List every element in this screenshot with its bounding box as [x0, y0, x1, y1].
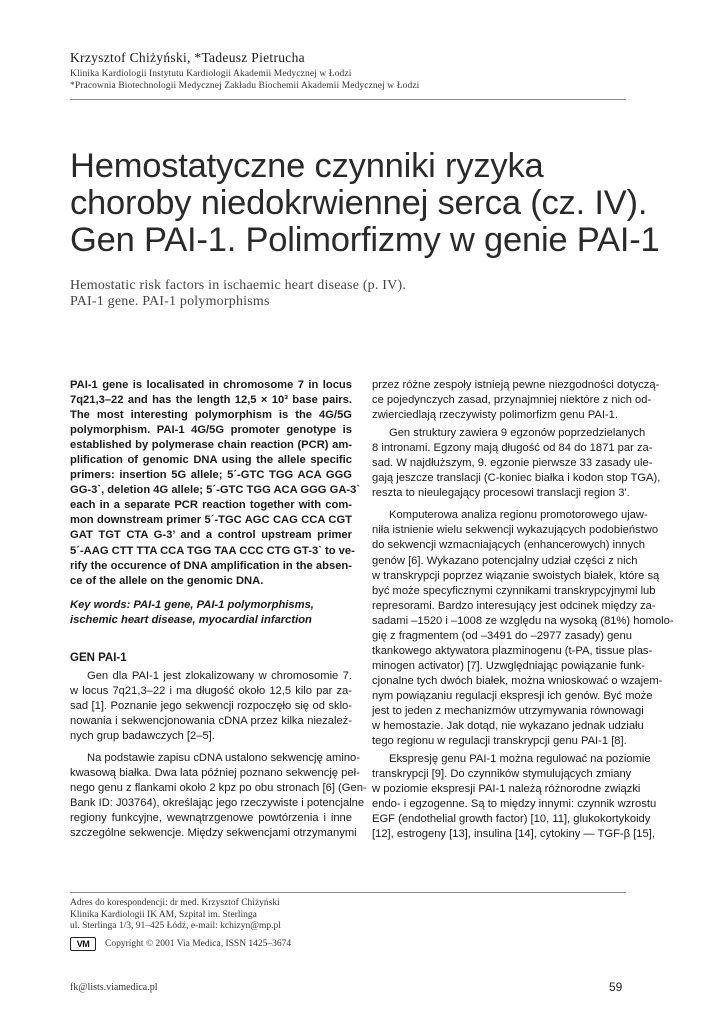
paragraph: [372, 378, 660, 423]
abstract-line: The most interesting polymorphism is the 4G/5G: [70, 409, 352, 422]
correspondence-address: [70, 898, 281, 933]
subtitle-line: Hemostatic risk factors in ischaemic heart disease (p. IV).: [70, 278, 407, 293]
abstract-line: mon downstream primer 5´-TGC AGC CAG CCA CGT: [70, 514, 352, 527]
body-line: w poziomie ekspresji PAI-1 należą różnorodne związki: [372, 783, 641, 796]
correspondence-line: Klinika Kardiologii IK AM, Szpital im. Sterlinga: [70, 909, 257, 920]
abstract-line: each in a separate PCR reaction together with com-: [70, 499, 352, 512]
body-line: cjonalne tych dwóch białek, można wnioskować o wzajem-: [372, 674, 663, 687]
body-line: w transkrypcji poprzez wiązanie swoistych białek, które są: [372, 569, 660, 582]
title-line: Gen PAI-1. Polimorfizmy w genie PAI-1: [70, 221, 660, 259]
abstract: [70, 378, 361, 589]
header-divider: [70, 99, 626, 100]
body-line: tkankowego aktywatora plazminogenu (t-PA, tissue plas-: [372, 644, 653, 657]
body-line: gają jeszcze translacji (C-koniec białka i kodon stop TGA),: [372, 472, 661, 485]
affiliation-1: Klinika Kardiologii Instytutu Kardiologii Akademii Medycznej w Łodzi: [70, 69, 352, 79]
body-line: ce pojedynczych zasad, przynajmniej niektóre z nich od-: [372, 394, 652, 407]
abstract-line: 5´-AAG CTT TTA CCA TGG TAA CCC CTG GT-3` to ve-: [70, 544, 355, 557]
body-line: transkrypcji [9]. Do czynników stymulujących zmiany: [372, 768, 632, 781]
keywords-line: ischemic heart disease, myocardial infarction: [70, 613, 312, 626]
abstract-line: plification of genomic DNA using the allele specific: [70, 454, 352, 467]
body-line: w locus 7q21,3–22 i ma długość około 12,5 kilo par za-: [70, 684, 352, 697]
body-line: przez różne zespoły istnieją pewne niezgodności dotyczą-: [372, 379, 660, 391]
abstract-line: established by polymerase chain reaction (PCR) am-: [70, 439, 352, 452]
abstract-line: PAI-1 gene is localisated in chromosome 7 in locus: [70, 379, 352, 391]
english-subtitle: [70, 278, 406, 310]
body-line: nych grup badawczych [2–5].: [70, 729, 215, 742]
body-line: endo- i egzogenne. Są to między innymi: czynnik wzrostu: [372, 798, 657, 811]
body-line: Komputerowa analiza regionu promotorowego ujaw-: [389, 509, 648, 522]
body-line: niła istnienie wielu sekwencji wykazujących podobieństwo: [372, 524, 659, 537]
body-line: jest to jeden z mechanizmów utrzymywania równowagi: [372, 704, 644, 717]
body-line: w hemostazie. Jak dotąd, nie wykazano jednak udziału: [372, 720, 644, 733]
right-column: [372, 378, 674, 842]
abstract-line: GG-3`, deletion 4G allele; 5´-GTC TGG ACA GGG GA-3`: [70, 484, 361, 497]
body-line: Gen dla PAI-1 jest zlokalizowany w chromosomie 7.: [87, 669, 352, 682]
body-line: sadami –1520 i –1008 ze względu na wysoką (81%) homolo-: [372, 614, 674, 627]
affiliation-2: *Pracownia Biotechnologii Medycznej Zakładu Biochemii Akademii Medycznej w Łodzi: [70, 81, 420, 91]
abstract-line: rify the occurence of DNA amplification in the absen-: [70, 559, 352, 572]
abstract-line: ce of the allele on the genomic DNA.: [70, 574, 264, 587]
left-column: [70, 378, 367, 841]
body-line: Ekspresję genu PAI-1 można regulować na poziomie: [389, 753, 651, 766]
body-line: minogen activator) [7]. Uzwględniając powiązanie funk-: [372, 659, 645, 672]
body-line: genów [6]. Wykazano potencjalny udział części z nich: [372, 554, 638, 567]
paragraph: [70, 751, 367, 841]
body-line: [12], estrogeny [13], insulina [14], cytokiny — TGF-β [15],: [372, 828, 655, 841]
paragraph: [372, 752, 657, 842]
authors: Krzysztof Chiżyński, *Tadeusz Pietrucha: [70, 50, 305, 65]
body-line: EGF (endothelial growth factor) [10, 11], glukokortykoidy: [372, 813, 651, 826]
body-line: Gen struktury zawiera 9 egzonów poprzedzielanych: [389, 427, 646, 440]
body-line: kwasową białka. Dwa lata później poznano sekwencję peł-: [70, 767, 360, 780]
footer-email: fk@lists.viamedica.pl: [70, 982, 158, 993]
body-line: sad. W najdłuższym, 9. egzonie pierwsze 33 zasady ule-: [372, 457, 653, 470]
article-title: [70, 148, 670, 259]
footer-divider: [70, 892, 626, 893]
body-line: do sekwencji wzmacniających (enhancerowych) innych: [372, 539, 645, 552]
body-line: Na podstawie zapisu cDNA ustalono sekwencję amino-: [87, 752, 360, 765]
paragraph: [372, 508, 674, 749]
abstract-line: 7q21,3–22 and has the length 12,5 × 10³ base pairs.: [70, 394, 352, 407]
body-line: nowania i sekwencjonowania cDNA przez kilka niezależ-: [70, 714, 352, 727]
body-line: represorami. Bardzo interesujący jest odcinek między za-: [372, 599, 656, 612]
section-heading: GEN PAI-1: [70, 651, 127, 664]
body-line: zwierciedlają rzeczywisty polimorfizm genu PAI-1.: [372, 409, 618, 422]
correspondence-line: ul. Sterlinga 1/3, 91–425 Łódź, e-mail: kchizyn@mp.pl: [70, 921, 281, 931]
title-line: choroby niedokrwiennej serca (cz. IV).: [70, 184, 648, 222]
copyright: Copyright © 2001 Via Medica, ISSN 1425–3674: [105, 939, 292, 949]
body-line: tego regionu w regulacji transkrypcji genu PAI-1 [8].: [372, 735, 627, 748]
body-line: sad [1]. Poznanie jego sekwencji rozpoczęło się od sklo-: [70, 699, 352, 712]
body-line: regiony funkcyjne, wewnątrzgenowe powtórzenia i inne: [70, 812, 352, 825]
abstract-line: primers: insertion 5G allele; 5´-GTC TGG ACA GGG: [70, 469, 352, 482]
body-line: nego genu z flankami około 2 kpz po obu stronach [6] (Gen-: [70, 782, 367, 795]
body-line: reszta to nieulegający procesowi translacji region 3'.: [372, 487, 630, 500]
body-line: nym powiązaniu regulacji ekspresji ich genów. Być może: [372, 689, 653, 702]
subtitle-line: PAI-1 gene. PAI-1 polymorphisms: [70, 294, 270, 309]
publisher-logo: VM: [70, 937, 96, 951]
abstract-line: GAT TGT CTA G-3’ and a control upstream primer: [70, 529, 352, 542]
correspondence-line: Adres do korespondencji: dr med. Krzysztof Chiżyński: [70, 898, 280, 908]
paragraph: [372, 426, 661, 501]
page-number: 59: [609, 980, 623, 994]
body-line: Bank ID: J03764), określając jego rzeczywiste i potencjalne: [70, 797, 365, 810]
body-line: gię z fragmentem (od –3491 do –2977 zasady) genu: [372, 629, 632, 642]
body-line: szczególne sekwencje. Między sekwencjami otrzymanymi: [70, 827, 357, 840]
title-line: Hemostatyczne czynniki ryzyka: [70, 147, 544, 185]
keywords: [70, 598, 352, 628]
paragraph: [70, 669, 352, 744]
abstract-line: polymorphism. PAI-1 4G/5G promoter genotype is: [70, 424, 352, 437]
keywords-line: Key words: PAI-1 gene, PAI-1 polymorphisms,: [70, 598, 314, 611]
body-line: być może specyficznymi czynnikami transkrypcyjnymi lub: [372, 584, 656, 597]
body-line: 8 intronami. Egzony mają długość od 84 do 1871 par za-: [372, 442, 653, 455]
